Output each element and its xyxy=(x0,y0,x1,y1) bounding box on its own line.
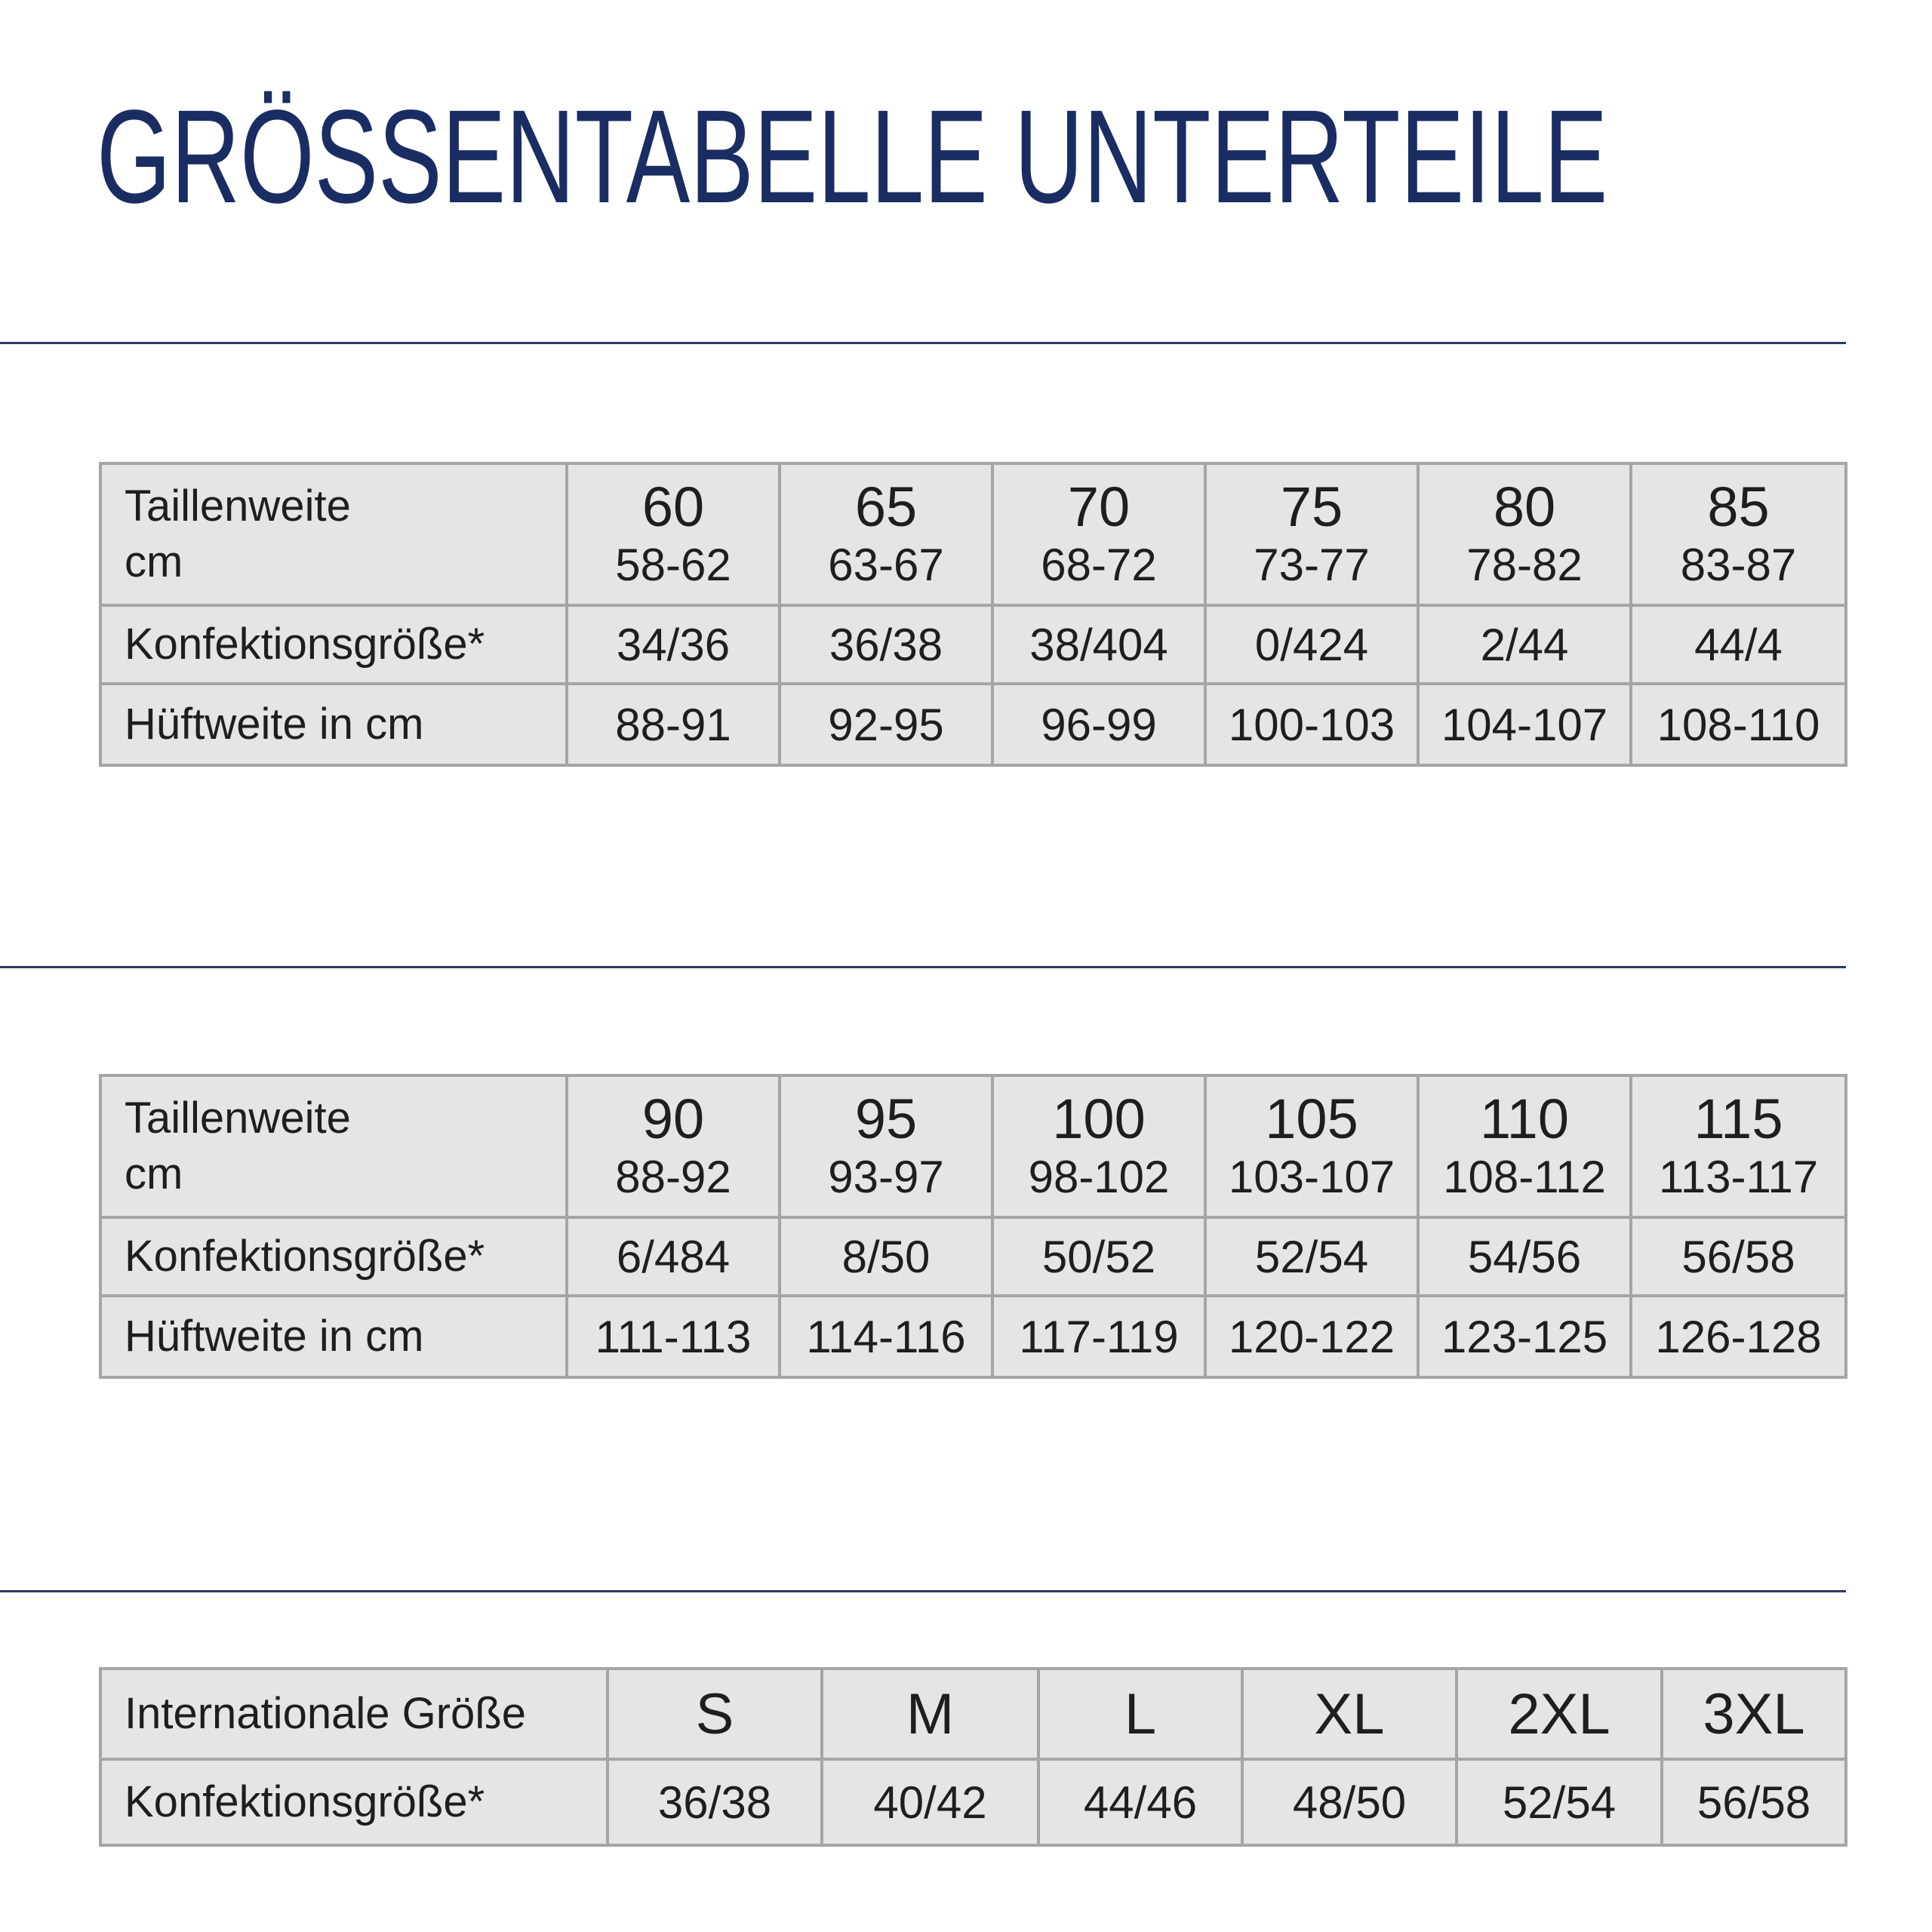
international-size-table xyxy=(99,1667,1847,1847)
waist-label-cell xyxy=(100,1075,567,1217)
international-size-cell: M xyxy=(822,1669,1038,1759)
waist-cell xyxy=(780,463,992,605)
waist-label-line1: Taillenweite xyxy=(125,1094,351,1143)
waist-row xyxy=(100,463,1846,605)
waist-cell xyxy=(567,463,780,605)
waist-range: 78-82 xyxy=(1466,540,1583,590)
waist-range: 113-117 xyxy=(1658,1152,1819,1202)
international-size-cell: L xyxy=(1038,1669,1242,1759)
confection-row xyxy=(100,605,1846,684)
confection-cell: 52/54 xyxy=(1457,1759,1662,1845)
confection-cell: 44/4 xyxy=(1631,605,1846,684)
waist-row xyxy=(100,1075,1846,1217)
page-title: GRÖSSENTABELLE UNTERTEILE xyxy=(97,83,1608,231)
confection-cell: 50/52 xyxy=(992,1217,1205,1296)
hip-label: Hüftweite in cm xyxy=(100,1296,567,1377)
confection-cell: 36/38 xyxy=(608,1759,822,1845)
hip-cell: 92-95 xyxy=(780,684,992,765)
size-table-2 xyxy=(99,1074,1847,1379)
waist-range: 108-112 xyxy=(1443,1152,1606,1202)
hip-label: Hüftweite in cm xyxy=(100,684,567,765)
confection-cell: 36/38 xyxy=(780,605,992,684)
hip-cell: 111-113 xyxy=(567,1296,780,1377)
waist-label-line2: cm xyxy=(125,537,183,586)
waist-range: 93-97 xyxy=(828,1152,944,1202)
divider-middle xyxy=(0,966,1846,968)
hip-cell: 88-91 xyxy=(567,684,780,765)
waist-cell xyxy=(1418,463,1631,605)
waist-label-line1: Taillenweite xyxy=(125,481,351,531)
waist-range: 83-87 xyxy=(1680,540,1797,590)
waist-cell xyxy=(1205,1075,1418,1217)
waist-cell xyxy=(1631,463,1846,605)
hip-cell: 108-110 xyxy=(1631,684,1846,765)
waist-range: 98-102 xyxy=(1028,1152,1170,1202)
hip-cell: 100-103 xyxy=(1205,684,1418,765)
waist-label-line2: cm xyxy=(125,1149,183,1198)
hip-cell: 123-125 xyxy=(1418,1296,1631,1377)
waist-cell xyxy=(780,1075,992,1217)
hip-row xyxy=(100,684,1846,765)
international-size-label: Internationale Größe xyxy=(100,1669,608,1759)
waist-range: 58-62 xyxy=(615,540,731,590)
confection-cell: 8/50 xyxy=(780,1217,992,1296)
waist-range: 88-92 xyxy=(615,1152,731,1202)
confection-label: Konfektionsgröße* xyxy=(100,605,567,684)
divider-bottom xyxy=(0,1590,1846,1592)
waist-range: 103-107 xyxy=(1228,1152,1395,1202)
waist-cell xyxy=(1205,463,1418,605)
waist-size: 115 xyxy=(1694,1088,1783,1150)
confection-row xyxy=(100,1217,1846,1296)
waist-size: 100 xyxy=(1052,1088,1146,1150)
waist-cell xyxy=(1631,1075,1846,1217)
international-size-cell: XL xyxy=(1242,1669,1457,1759)
hip-cell: 114-116 xyxy=(780,1296,992,1377)
international-size-cell: 2XL xyxy=(1457,1669,1662,1759)
confection-cell: 2/44 xyxy=(1418,605,1631,684)
waist-range: 73-77 xyxy=(1254,540,1370,590)
waist-size: 85 xyxy=(1707,475,1770,538)
hip-cell: 126-128 xyxy=(1631,1296,1846,1377)
confection-cell: 56/58 xyxy=(1631,1217,1846,1296)
confection-cell: 44/46 xyxy=(1038,1759,1242,1845)
size-table-1 xyxy=(99,462,1847,767)
divider-top xyxy=(0,342,1846,344)
confection-cell: 40/42 xyxy=(822,1759,1038,1845)
waist-cell xyxy=(1418,1075,1631,1217)
waist-size: 95 xyxy=(854,1088,918,1150)
waist-size: 80 xyxy=(1493,475,1556,538)
confection-label: Konfektionsgröße* xyxy=(100,1759,608,1845)
waist-size: 90 xyxy=(641,1088,705,1150)
waist-range: 68-72 xyxy=(1041,540,1157,590)
confection-row xyxy=(100,1759,1846,1845)
confection-cell: 52/54 xyxy=(1205,1217,1418,1296)
confection-cell: 0/424 xyxy=(1205,605,1418,684)
waist-cell xyxy=(567,1075,780,1217)
waist-size: 105 xyxy=(1265,1088,1358,1150)
hip-cell: 104-107 xyxy=(1418,684,1631,765)
waist-cell xyxy=(992,1075,1205,1217)
hip-cell: 117-119 xyxy=(992,1296,1205,1377)
international-size-row xyxy=(100,1669,1846,1759)
waist-size: 70 xyxy=(1067,475,1131,538)
confection-label: Konfektionsgröße* xyxy=(100,1217,567,1296)
waist-range: 63-67 xyxy=(828,540,944,590)
hip-row xyxy=(100,1296,1846,1377)
waist-size: 65 xyxy=(854,475,918,538)
confection-cell: 34/36 xyxy=(567,605,780,684)
waist-cell xyxy=(992,463,1205,605)
international-size-cell: S xyxy=(608,1669,822,1759)
hip-cell: 96-99 xyxy=(992,684,1205,765)
hip-cell: 120-122 xyxy=(1205,1296,1418,1377)
waist-label-cell xyxy=(100,463,567,605)
waist-size: 75 xyxy=(1280,475,1343,538)
confection-cell: 48/50 xyxy=(1242,1759,1457,1845)
waist-size: 60 xyxy=(641,475,705,538)
confection-cell: 38/404 xyxy=(992,605,1205,684)
confection-cell: 56/58 xyxy=(1662,1759,1846,1845)
confection-cell: 54/56 xyxy=(1418,1217,1631,1296)
international-size-cell: 3XL xyxy=(1662,1669,1846,1759)
waist-size: 110 xyxy=(1480,1088,1569,1150)
confection-cell: 6/484 xyxy=(567,1217,780,1296)
